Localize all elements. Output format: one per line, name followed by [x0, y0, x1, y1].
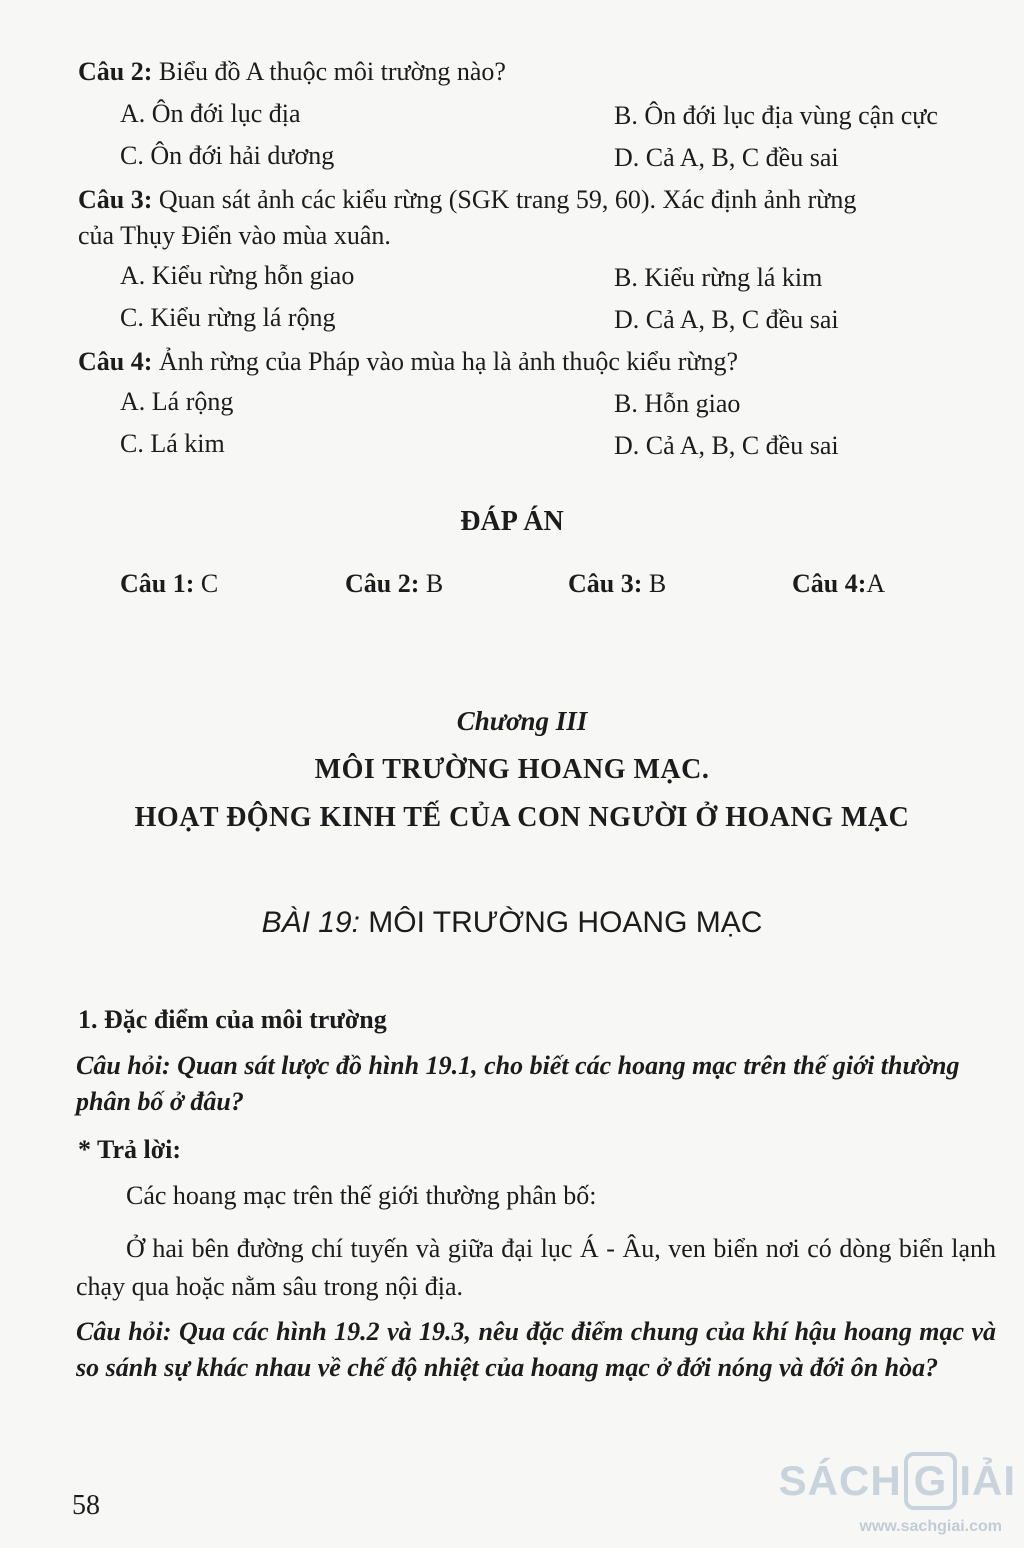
logo-box: G — [904, 1452, 958, 1510]
logo-text-left: SÁCH — [778, 1457, 902, 1504]
option-c: C. Kiểu rừng lá rộng — [120, 303, 336, 332]
option-d: D. Cả A, B, C đều sai — [614, 305, 839, 334]
answer-value: C — [194, 569, 219, 598]
question-2 — [78, 56, 506, 88]
question-paragraph-2: Câu hỏi: Qua các hình 19.2 và 19.3, nêu đặc điểm chung của khí hậu hoang mạc và so sánh sự khác nhau về chế độ nhiệt của hoang mạc ở đới nóng và đới ôn hòa? — [76, 1317, 996, 1382]
page-number: 58 — [72, 1490, 100, 1521]
option-c: C. Ôn đới hải dương — [120, 141, 335, 170]
answers-title: ĐÁP ÁN — [460, 506, 564, 537]
option-c: C. Lá kim — [120, 429, 225, 458]
question-paragraph-1: Câu hỏi: Quan sát lược đồ hình 19.1, cho biết các hoang mạc trên thế giới thường phân bố ở đâu? — [76, 1051, 960, 1116]
chapter-title-line-2: HOẠT ĐỘNG KINH TẾ CỦA CON NGƯỜI Ở HOANG MẠC — [134, 802, 910, 833]
answer-label: * Trả lời: — [78, 1135, 181, 1164]
answer-value: B — [642, 569, 667, 598]
watermark-url: www.sachgiai.com — [859, 1518, 1002, 1535]
question-text: Biểu đồ A thuộc môi trường nào? — [152, 57, 506, 86]
answer-value: A — [866, 569, 886, 598]
question-text: Quan sát ảnh các kiểu rừng (SGK trang 59, 60). Xác định ảnh rừng — [152, 185, 857, 214]
question-4 — [78, 346, 738, 378]
question-3 — [78, 184, 856, 216]
option-b: B. Ôn đới lục địa vùng cận cực — [614, 101, 938, 130]
answer-paragraph: Ở hai bên đường chí tuyến và giữa đại lục Á - Âu, ven biển nơi có dòng biển lạnh chạy qua hoặc nằm sâu trong nội địa. — [76, 1234, 996, 1301]
section-heading: 1. Đặc điểm của môi trường — [78, 1005, 387, 1034]
question-label: Câu 2: — [78, 57, 153, 86]
logo-text-right: IẢI — [959, 1457, 1016, 1504]
answer-item-3 — [568, 568, 666, 600]
answer-label: Câu 1: — [120, 569, 195, 598]
option-a: A. Lá rộng — [120, 387, 234, 416]
answer-line-1: Các hoang mạc trên thế giới thường phân bố: — [126, 1181, 597, 1210]
lesson-prefix: BÀI 19: — [261, 906, 360, 939]
chapter-label: Chương III — [456, 706, 588, 736]
question-text-cont: của Thụy Điển vào mùa xuân. — [78, 221, 391, 250]
option-b: B. Hỗn giao — [614, 389, 741, 418]
chapter-title-line-1: MÔI TRƯỜNG HOANG MẠC. — [314, 754, 710, 785]
answer-value: B — [419, 569, 444, 598]
answer-item-4 — [792, 568, 885, 600]
question-label: Câu 3: — [78, 185, 153, 214]
option-d: D. Cả A, B, C đều sai — [614, 431, 839, 460]
option-d: D. Cả A, B, C đều sai — [614, 143, 839, 172]
answer-label: Câu 2: — [345, 569, 420, 598]
lesson-name: MÔI TRƯỜNG HOANG MẠC — [359, 906, 763, 939]
answer-label: Câu 3: — [568, 569, 643, 598]
option-a: A. Ôn đới lục địa — [120, 99, 301, 128]
answer-label: Câu 4: — [792, 569, 867, 598]
lesson-title — [0, 906, 1024, 940]
option-b: B. Kiểu rừng lá kim — [614, 263, 823, 292]
sachgiai-logo — [779, 1452, 1016, 1510]
answer-item-1 — [120, 568, 218, 600]
option-a: A. Kiểu rừng hỗn giao — [120, 261, 355, 290]
answer-item-2 — [345, 568, 443, 600]
question-label: Câu 4: — [78, 347, 153, 376]
question-text: Ảnh rừng của Pháp vào mùa hạ là ảnh thuộc kiểu rừng? — [152, 347, 738, 376]
